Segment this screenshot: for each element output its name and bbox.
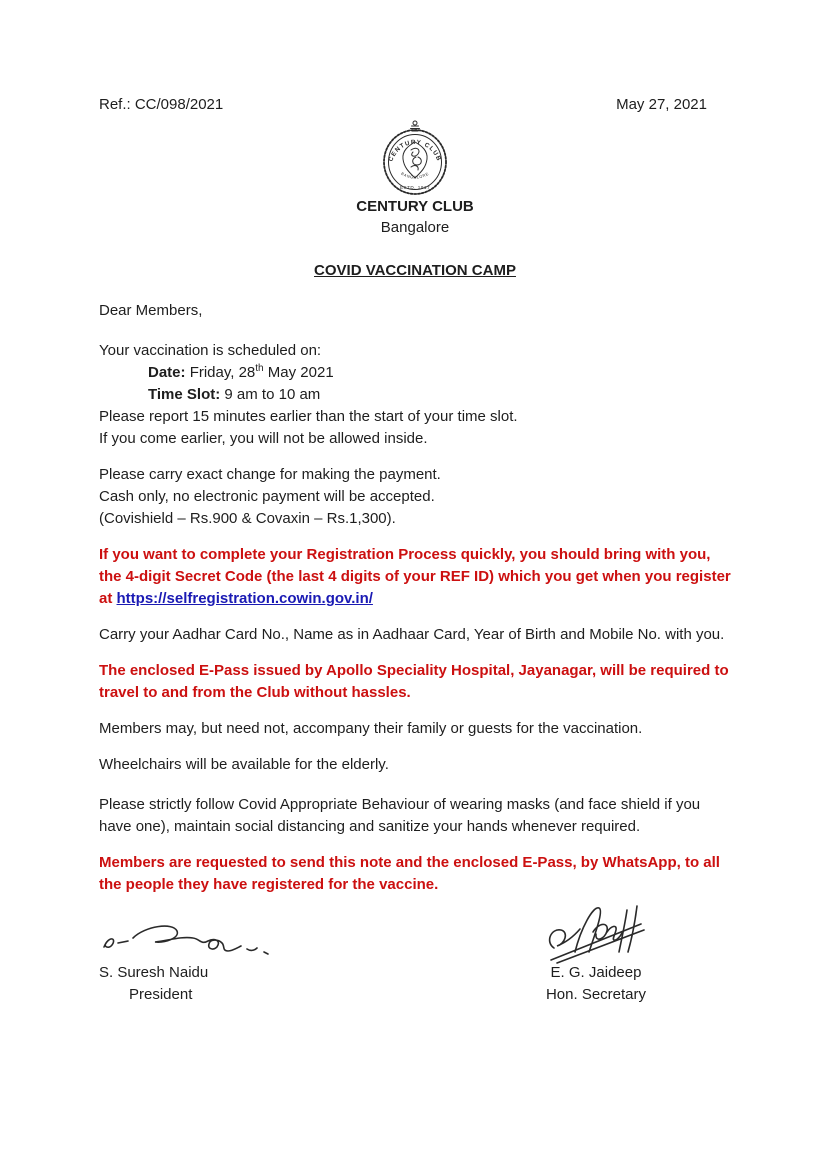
letter-content xyxy=(99,94,731,1006)
registration-notice: If you want to complete your Registration Process quickly, you should bring with you, the 4-digit Secret Code (the last 4 digits of your REF ID) which you get when you register at https://selfregistration.cowin.gov.in/ xyxy=(99,546,731,607)
epass-notice: The enclosed E-Pass issued by Apollo Speciality Hospital, Jayanagar, will be required to travel to and from the Club without hassles. xyxy=(99,662,729,701)
president-signature-scribble xyxy=(99,912,274,960)
letter-date: May 27, 2021 xyxy=(616,96,707,113)
report-early-line: Please report 15 minutes earlier than the start of your time slot. xyxy=(99,408,518,425)
president-title: President xyxy=(129,986,193,1003)
family-note: Members may, but need not, accompany their family or guests for the vaccination. xyxy=(99,720,643,737)
reference-number: Ref.: CC/098/2021 xyxy=(99,96,224,113)
schedule-date-line: Date: Friday, 28th May 2021 xyxy=(148,363,334,381)
date-label: Date: xyxy=(148,364,186,381)
secretary-name: E. G. Jaideep xyxy=(550,964,642,981)
logo-city-text: BANGALORE xyxy=(400,170,430,180)
signature-left xyxy=(99,900,274,1006)
logo-arc-text: CENTURY CLUB xyxy=(387,138,443,163)
wheelchair-note: Wheelchairs will be available for the elderly. xyxy=(99,756,389,773)
org-block xyxy=(99,120,731,238)
schedule-block xyxy=(99,340,731,450)
salutation: Dear Members, xyxy=(99,302,203,319)
self-registration-link[interactable]: https://selfregistration.cowin.gov.in/ xyxy=(116,590,373,607)
signature-right xyxy=(531,900,661,1006)
payment-line2: Cash only, no electronic payment will be accepted. xyxy=(99,488,435,505)
aadhar-note: Carry your Aadhar Card No., Name as in Aadhaar Card, Year of Birth and Mobile No. with you. xyxy=(99,626,725,643)
signature-row xyxy=(99,900,731,1006)
org-name: CENTURY CLUB xyxy=(356,198,474,215)
payment-block xyxy=(99,464,731,530)
logo-estd-text: ESTD. 1917 xyxy=(399,185,431,190)
letter-title: COVID VACCINATION CAMP xyxy=(314,262,516,279)
secretary-title: Hon. Secretary xyxy=(545,986,647,1003)
timeslot-label: Time Slot: xyxy=(148,386,221,403)
letter-header xyxy=(99,94,731,116)
whatsapp-notice: Members are requested to send this note and the enclosed E-Pass, by WhatsApp, to all the people they have registered for the vaccine. xyxy=(99,854,720,893)
payment-line3: (Covishield – Rs.900 & Covaxin – Rs.1,300). xyxy=(99,510,396,527)
payment-line1: Please carry exact change for making the payment. xyxy=(99,466,441,483)
century-club-crest-logo xyxy=(378,120,452,196)
svg-text:BANGALORE xyxy=(400,171,430,180)
secretary-signature-scribble xyxy=(541,900,659,964)
schedule-intro: Your vaccination is scheduled on: xyxy=(99,342,322,359)
org-city: Bangalore xyxy=(380,219,450,236)
behaviour-note: Please strictly follow Covid Appropriate Behaviour of wearing masks (and face shield if you have one), maintain social distancing and sanitize your hands whenever required. xyxy=(99,796,701,835)
schedule-timeslot-line: Time Slot: 9 am to 10 am xyxy=(148,386,321,403)
president-name: S. Suresh Naidu xyxy=(99,964,209,981)
no-early-entry-line: If you come earlier, you will not be allowed inside. xyxy=(99,430,428,447)
